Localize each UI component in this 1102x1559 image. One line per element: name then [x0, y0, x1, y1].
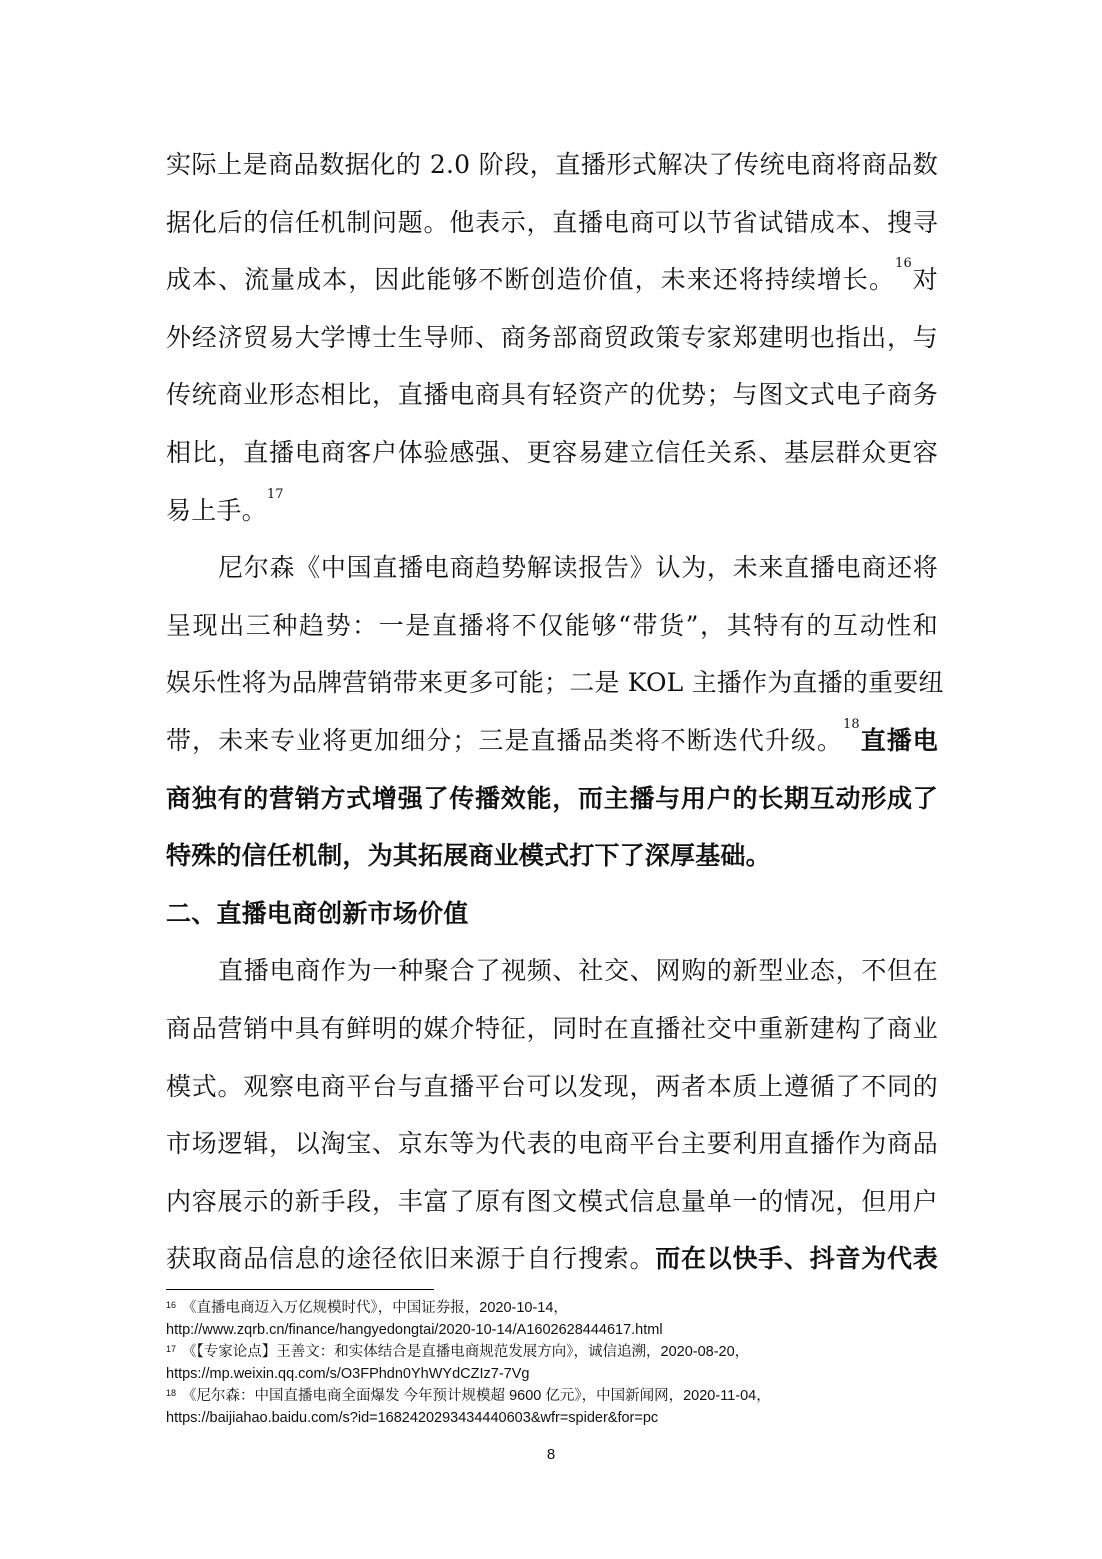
footnote-ref-17[interactable]: 17 — [266, 486, 284, 502]
footnote-16 — [166, 1297, 946, 1341]
footnote-number: 18 — [166, 1388, 177, 1398]
text-line: 外经济贸易大学博士生导师、商务部商贸政策专家郑建明也指出，与 — [166, 322, 938, 352]
footnote-url[interactable]: https://baijiahao.baidu.com/s?id=1682420293434440603&wfr=spider&for=pc — [166, 1410, 659, 1426]
footnote-ref-18[interactable]: 18 — [842, 716, 860, 732]
footnote-18 — [166, 1385, 946, 1429]
text-line: 商品营销中具有鲜明的媒介特征，同时在直播社交中重新建构了商业 — [166, 1013, 938, 1043]
text-segment: 易上手。 — [166, 495, 267, 525]
footnote-text: 《直播电商迈入万亿规模时代》，中国证券报，2020-10-14， — [182, 1300, 568, 1316]
text-segment: 获取商品信息的途径依旧来源于自行搜索。 — [166, 1244, 656, 1274]
footnote-number: 16 — [166, 1300, 177, 1310]
text-segment: 成本、流量成本，因此能够不断创造价值，未来还将持续增长。 — [166, 265, 896, 295]
text-line: 模式。观察电商平台与直播平台可以发现，两者本质上遵循了不同的 — [166, 1071, 938, 1101]
footnote-text: 《尼尔森：中国直播电商全面爆发 今年预计规模超 9600 亿元》，中国新闻网，2020-11-04， — [182, 1388, 771, 1404]
bold-text-segment: 直播电 — [859, 725, 938, 755]
text-segment: 带，未来专业将更加细分；三是直播品类将不断迭代升级。 — [166, 725, 843, 755]
text-line: 呈现出三种趋势：一是直播将不仅能够“带货”，其特有的互动性和 — [166, 610, 938, 640]
bold-text-segment: 而在以快手、抖音为代表 — [655, 1244, 938, 1274]
text-line — [166, 251, 938, 309]
text-line: 尼尔森《中国直播电商趋势解读报告》认为，未来直播电商还将 — [218, 553, 938, 583]
footnote-17 — [166, 1341, 946, 1385]
footnote-number: 17 — [166, 1344, 177, 1354]
paragraph-1 — [166, 136, 938, 539]
text-line: 据化后的信任机制问题。他表示，直播电商可以节省试错成本、搜寻 — [166, 207, 938, 237]
footnotes — [166, 1297, 946, 1429]
footnote-url[interactable]: http://www.zqrb.cn/finance/hangyedongtai/2020-10-14/A1602628444617.html — [166, 1322, 663, 1338]
bold-text-line: 特殊的信任机制，为其拓展商业模式打下了深厚基础。 — [166, 841, 771, 871]
bold-text-line: 商独有的营销方式增强了传播效能，而主播与用户的长期互动形成了 — [166, 783, 938, 813]
text-line: 直播电商作为一种聚合了视频、社交、网购的新型业态，不但在 — [218, 956, 938, 986]
paragraph-3 — [166, 942, 938, 1288]
text-line — [166, 712, 938, 770]
footnote-url[interactable]: https://mp.weixin.qq.com/s/O3FPhdn0YhWYdCZIz7-7Vg — [166, 1366, 530, 1382]
text-line: 内容展示的新手段，丰富了原有图文模式信息量单一的情况，但用户 — [166, 1186, 938, 1216]
text-line — [166, 482, 938, 540]
text-line — [166, 1230, 938, 1288]
footnote-text: 《【专家论点】王善文：和实体结合是直播电商规范发展方向》，诚信追溯，2020-08-20， — [182, 1344, 750, 1360]
text-line: 娱乐性将为品牌营销带来更多可能；二是 KOL 主播作为直播的重要纽 — [166, 668, 944, 698]
text-line: 市场逻辑，以淘宝、京东等为代表的电商平台主要利用直播作为商品 — [166, 1129, 938, 1159]
text-line: 传统商业形态相比，直播电商具有轻资产的优势；与图文式电子商务 — [166, 380, 938, 410]
text-segment: 对 — [911, 265, 939, 295]
page-number: 8 — [546, 1446, 556, 1463]
body-text — [166, 136, 944, 1288]
paragraph-2 — [166, 539, 944, 885]
section-heading: 二、直播电商创新市场价值 — [166, 898, 469, 928]
footnote-separator — [166, 1289, 434, 1290]
text-line: 实际上是商品数据化的 2.0 阶段，直播形式解决了传统电商将商品数 — [166, 150, 938, 179]
footnote-ref-16[interactable]: 16 — [895, 256, 912, 272]
text-line: 相比，直播电商客户体验感强、更容易建立信任关系、基层群众更容 — [166, 437, 938, 467]
